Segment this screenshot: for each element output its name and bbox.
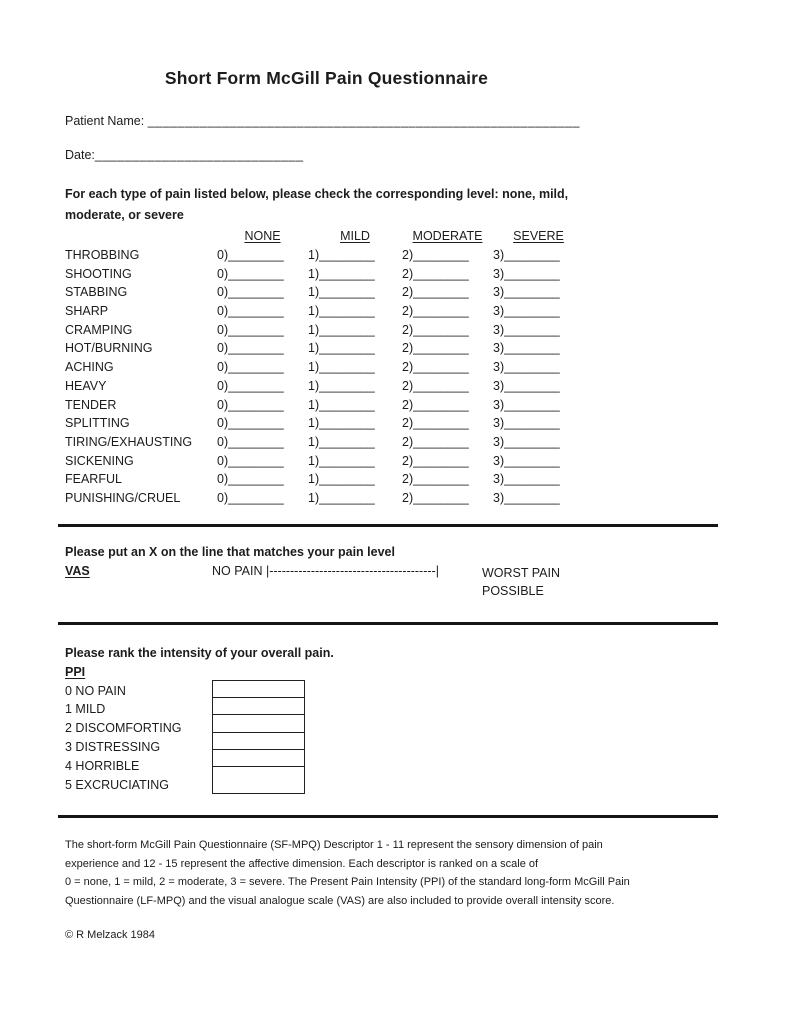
patient-name-label: Patient Name: [65, 114, 145, 128]
ppi-instruction: Please rank the intensity of your overall pain. [65, 645, 334, 660]
table-row [65, 433, 718, 452]
table-row [65, 377, 718, 396]
table-row [65, 302, 718, 321]
score-blank-0[interactable]: 0)________ [217, 285, 284, 300]
score-blank-1[interactable]: 1)________ [308, 304, 375, 319]
ppi-answer-cell[interactable] [213, 681, 304, 698]
score-blank-0[interactable]: 0)________ [217, 322, 284, 337]
ppi-answer-box [212, 680, 305, 795]
footer-note [65, 836, 718, 910]
ppi-item-list [65, 682, 212, 795]
vas-no-pain-label: NO PAIN [212, 563, 266, 578]
column-header-moderate: MODERATE [412, 229, 483, 243]
score-blank-1[interactable]: 1)________ [308, 397, 375, 412]
score-blank-1[interactable]: 1)________ [308, 434, 375, 449]
score-blank-0[interactable]: 0)________ [217, 304, 284, 319]
score-blank-2[interactable]: 2)________ [402, 453, 469, 468]
pain-descriptor-label: CRAMPING [65, 322, 133, 337]
score-blank-3[interactable]: 3)________ [493, 322, 560, 337]
score-blank-2[interactable]: 2)________ [402, 285, 469, 300]
score-blank-2[interactable]: 2)________ [402, 472, 469, 487]
pain-descriptor-label: HOT/BURNING [65, 341, 153, 356]
page-title: Short Form McGill Pain Questionnaire [164, 68, 489, 88]
pain-descriptor-label: SPLITTING [65, 416, 130, 431]
score-blank-1[interactable]: 1)________ [308, 490, 375, 505]
section-divider [58, 524, 718, 527]
score-blank-2[interactable]: 2)________ [402, 322, 469, 337]
score-blank-3[interactable]: 3)________ [493, 434, 560, 449]
score-blank-1[interactable]: 1)________ [308, 248, 375, 262]
vas-row [65, 564, 718, 608]
footer-note-line: The short-form McGill Pain Questionnaire (SF-MPQ) Descriptor 1 - 11 represent the sensory dimension of pain [65, 839, 603, 852]
score-blank-2[interactable]: 2)________ [402, 434, 469, 449]
pain-descriptor-label: PUNISHING/CRUEL [65, 490, 181, 505]
score-blank-1[interactable]: 1)________ [308, 472, 375, 487]
vas-worst-pain-label [482, 564, 560, 601]
column-header-severe: SEVERE [513, 229, 564, 243]
score-blank-3[interactable]: 3)________ [493, 248, 560, 262]
pain-descriptor-label: TENDER [65, 397, 117, 412]
score-blank-0[interactable]: 0)________ [217, 360, 284, 375]
score-blank-1[interactable]: 1)________ [308, 322, 375, 337]
score-blank-0[interactable]: 0)________ [217, 434, 284, 449]
score-blank-1[interactable]: 1)________ [308, 416, 375, 431]
score-blank-1[interactable]: 1)________ [308, 285, 375, 300]
score-blank-1[interactable]: 1)________ [308, 360, 375, 375]
date-label: Date: [65, 148, 95, 162]
score-blank-2[interactable]: 2)________ [402, 416, 469, 431]
ppi-section [65, 682, 718, 795]
score-blank-3[interactable]: 3)________ [493, 397, 560, 412]
score-blank-0[interactable]: 0)________ [217, 378, 284, 393]
pain-descriptor-label: SICKENING [65, 453, 134, 468]
score-blank-3[interactable]: 3)________ [493, 266, 560, 281]
vas-worst-pain-line2: POSSIBLE [482, 584, 544, 599]
score-blank-1[interactable]: 1)________ [308, 266, 375, 281]
score-blank-3[interactable]: 3)________ [493, 285, 560, 300]
date-blank[interactable]: ____________________________ [94, 148, 304, 162]
score-blank-3[interactable]: 3)________ [493, 490, 560, 505]
pain-descriptor-label: TIRING/EXHAUSTING [65, 434, 193, 449]
pain-rating-table [65, 246, 718, 508]
copyright: © R Melzack 1984 [65, 929, 156, 942]
ppi-item-label: 2 DISCOMFORTING [65, 721, 182, 736]
score-blank-3[interactable]: 3)________ [493, 360, 560, 375]
score-blank-0[interactable]: 0)________ [217, 490, 284, 505]
vas-line[interactable]: |----------------------------------------| [265, 563, 439, 578]
score-blank-2[interactable]: 2)________ [402, 378, 469, 393]
ppi-label: PPI [65, 664, 86, 679]
score-blank-1[interactable]: 1)________ [308, 453, 375, 468]
vas-scale [212, 564, 439, 578]
score-blank-2[interactable]: 2)________ [402, 397, 469, 412]
ppi-item-label: 0 NO PAIN [65, 683, 126, 698]
patient-name-row [65, 114, 718, 128]
pain-descriptor-label: FEARFUL [65, 472, 122, 487]
table-row [65, 283, 718, 302]
ppi-answer-cell[interactable] [213, 698, 304, 715]
ppi-answer-cell[interactable] [213, 715, 304, 732]
table-row [65, 452, 718, 471]
column-header-none: NONE [244, 229, 281, 243]
section-divider [58, 815, 718, 818]
score-blank-2[interactable]: 2)________ [402, 490, 469, 505]
pain-table-instruction: For each type of pain listed below, please check the corresponding level: none, mild, moderate, or severe [65, 187, 569, 222]
pain-descriptor-label: SHOOTING [65, 266, 132, 281]
table-row [65, 396, 718, 415]
vas-label: VAS [65, 563, 90, 578]
table-row [65, 339, 718, 358]
score-blank-2[interactable]: 2)________ [402, 266, 469, 281]
table-row [65, 321, 718, 340]
footer-note-line: experience and 12 - 15 represent the affective dimension. Each descriptor is ranked on a scale of [65, 857, 539, 870]
section-divider [58, 622, 718, 625]
pain-descriptor-label: SHARP [65, 304, 109, 319]
score-blank-2[interactable]: 2)________ [402, 341, 469, 356]
pain-descriptor-label: THROBBING [65, 248, 140, 262]
footer-note-line: Questionnaire (LF-MPQ) and the visual analogue scale (VAS) are also included to provide overall intensity score. [65, 894, 615, 907]
score-blank-2[interactable]: 2)________ [402, 360, 469, 375]
score-blank-0[interactable]: 0)________ [217, 341, 284, 356]
score-blank-0[interactable]: 0)________ [217, 472, 284, 487]
ppi-answer-cell[interactable] [213, 767, 304, 784]
score-blank-1[interactable]: 1)________ [308, 378, 375, 393]
score-blank-2[interactable]: 2)________ [402, 248, 469, 262]
score-blank-0[interactable]: 0)________ [217, 266, 284, 281]
score-blank-3[interactable]: 3)________ [493, 304, 560, 319]
table-row [65, 246, 718, 265]
date-row [65, 148, 718, 162]
footer-note-line: 0 = none, 1 = mild, 2 = moderate, 3 = severe. The Present Pain Intensity (PPI) of the standard long-form McGill Pain [65, 876, 630, 889]
score-blank-1[interactable]: 1)________ [308, 341, 375, 356]
table-row [65, 265, 718, 284]
score-blank-2[interactable]: 2)________ [402, 304, 469, 319]
table-row [65, 414, 718, 433]
pain-descriptor-label: HEAVY [65, 378, 107, 393]
vas-instruction: Please put an X on the line that matches your pain level [65, 544, 395, 559]
patient-name-blank[interactable]: __________________________________________________________ [147, 114, 580, 128]
column-header-mild: MILD [340, 229, 370, 243]
pain-descriptor-label: ACHING [65, 360, 114, 375]
score-blank-3[interactable]: 3)________ [493, 416, 560, 431]
ppi-item-label: 5 EXCRUCIATING [65, 777, 169, 792]
pain-table-header-row [65, 229, 718, 246]
pain-descriptor-label: STABBING [65, 285, 128, 300]
table-row [65, 489, 718, 508]
score-blank-3[interactable]: 3)________ [493, 472, 560, 487]
score-blank-0[interactable]: 0)________ [217, 248, 284, 262]
ppi-answer-cell[interactable] [213, 750, 304, 767]
score-blank-0[interactable]: 0)________ [217, 397, 284, 412]
table-row [65, 470, 718, 489]
ppi-item-label: 1 MILD [65, 702, 106, 717]
score-blank-3[interactable]: 3)________ [493, 341, 560, 356]
score-blank-0[interactable]: 0)________ [217, 416, 284, 431]
score-blank-0[interactable]: 0)________ [217, 453, 284, 468]
ppi-item-label: 4 HORRIBLE [65, 758, 140, 773]
score-blank-3[interactable]: 3)________ [493, 378, 560, 393]
vas-worst-pain-line1: WORST PAIN [482, 565, 561, 580]
ppi-answer-cell[interactable] [213, 733, 304, 750]
score-blank-3[interactable]: 3)________ [493, 453, 560, 468]
ppi-item-label: 3 DISTRESSING [65, 740, 161, 755]
table-row [65, 358, 718, 377]
